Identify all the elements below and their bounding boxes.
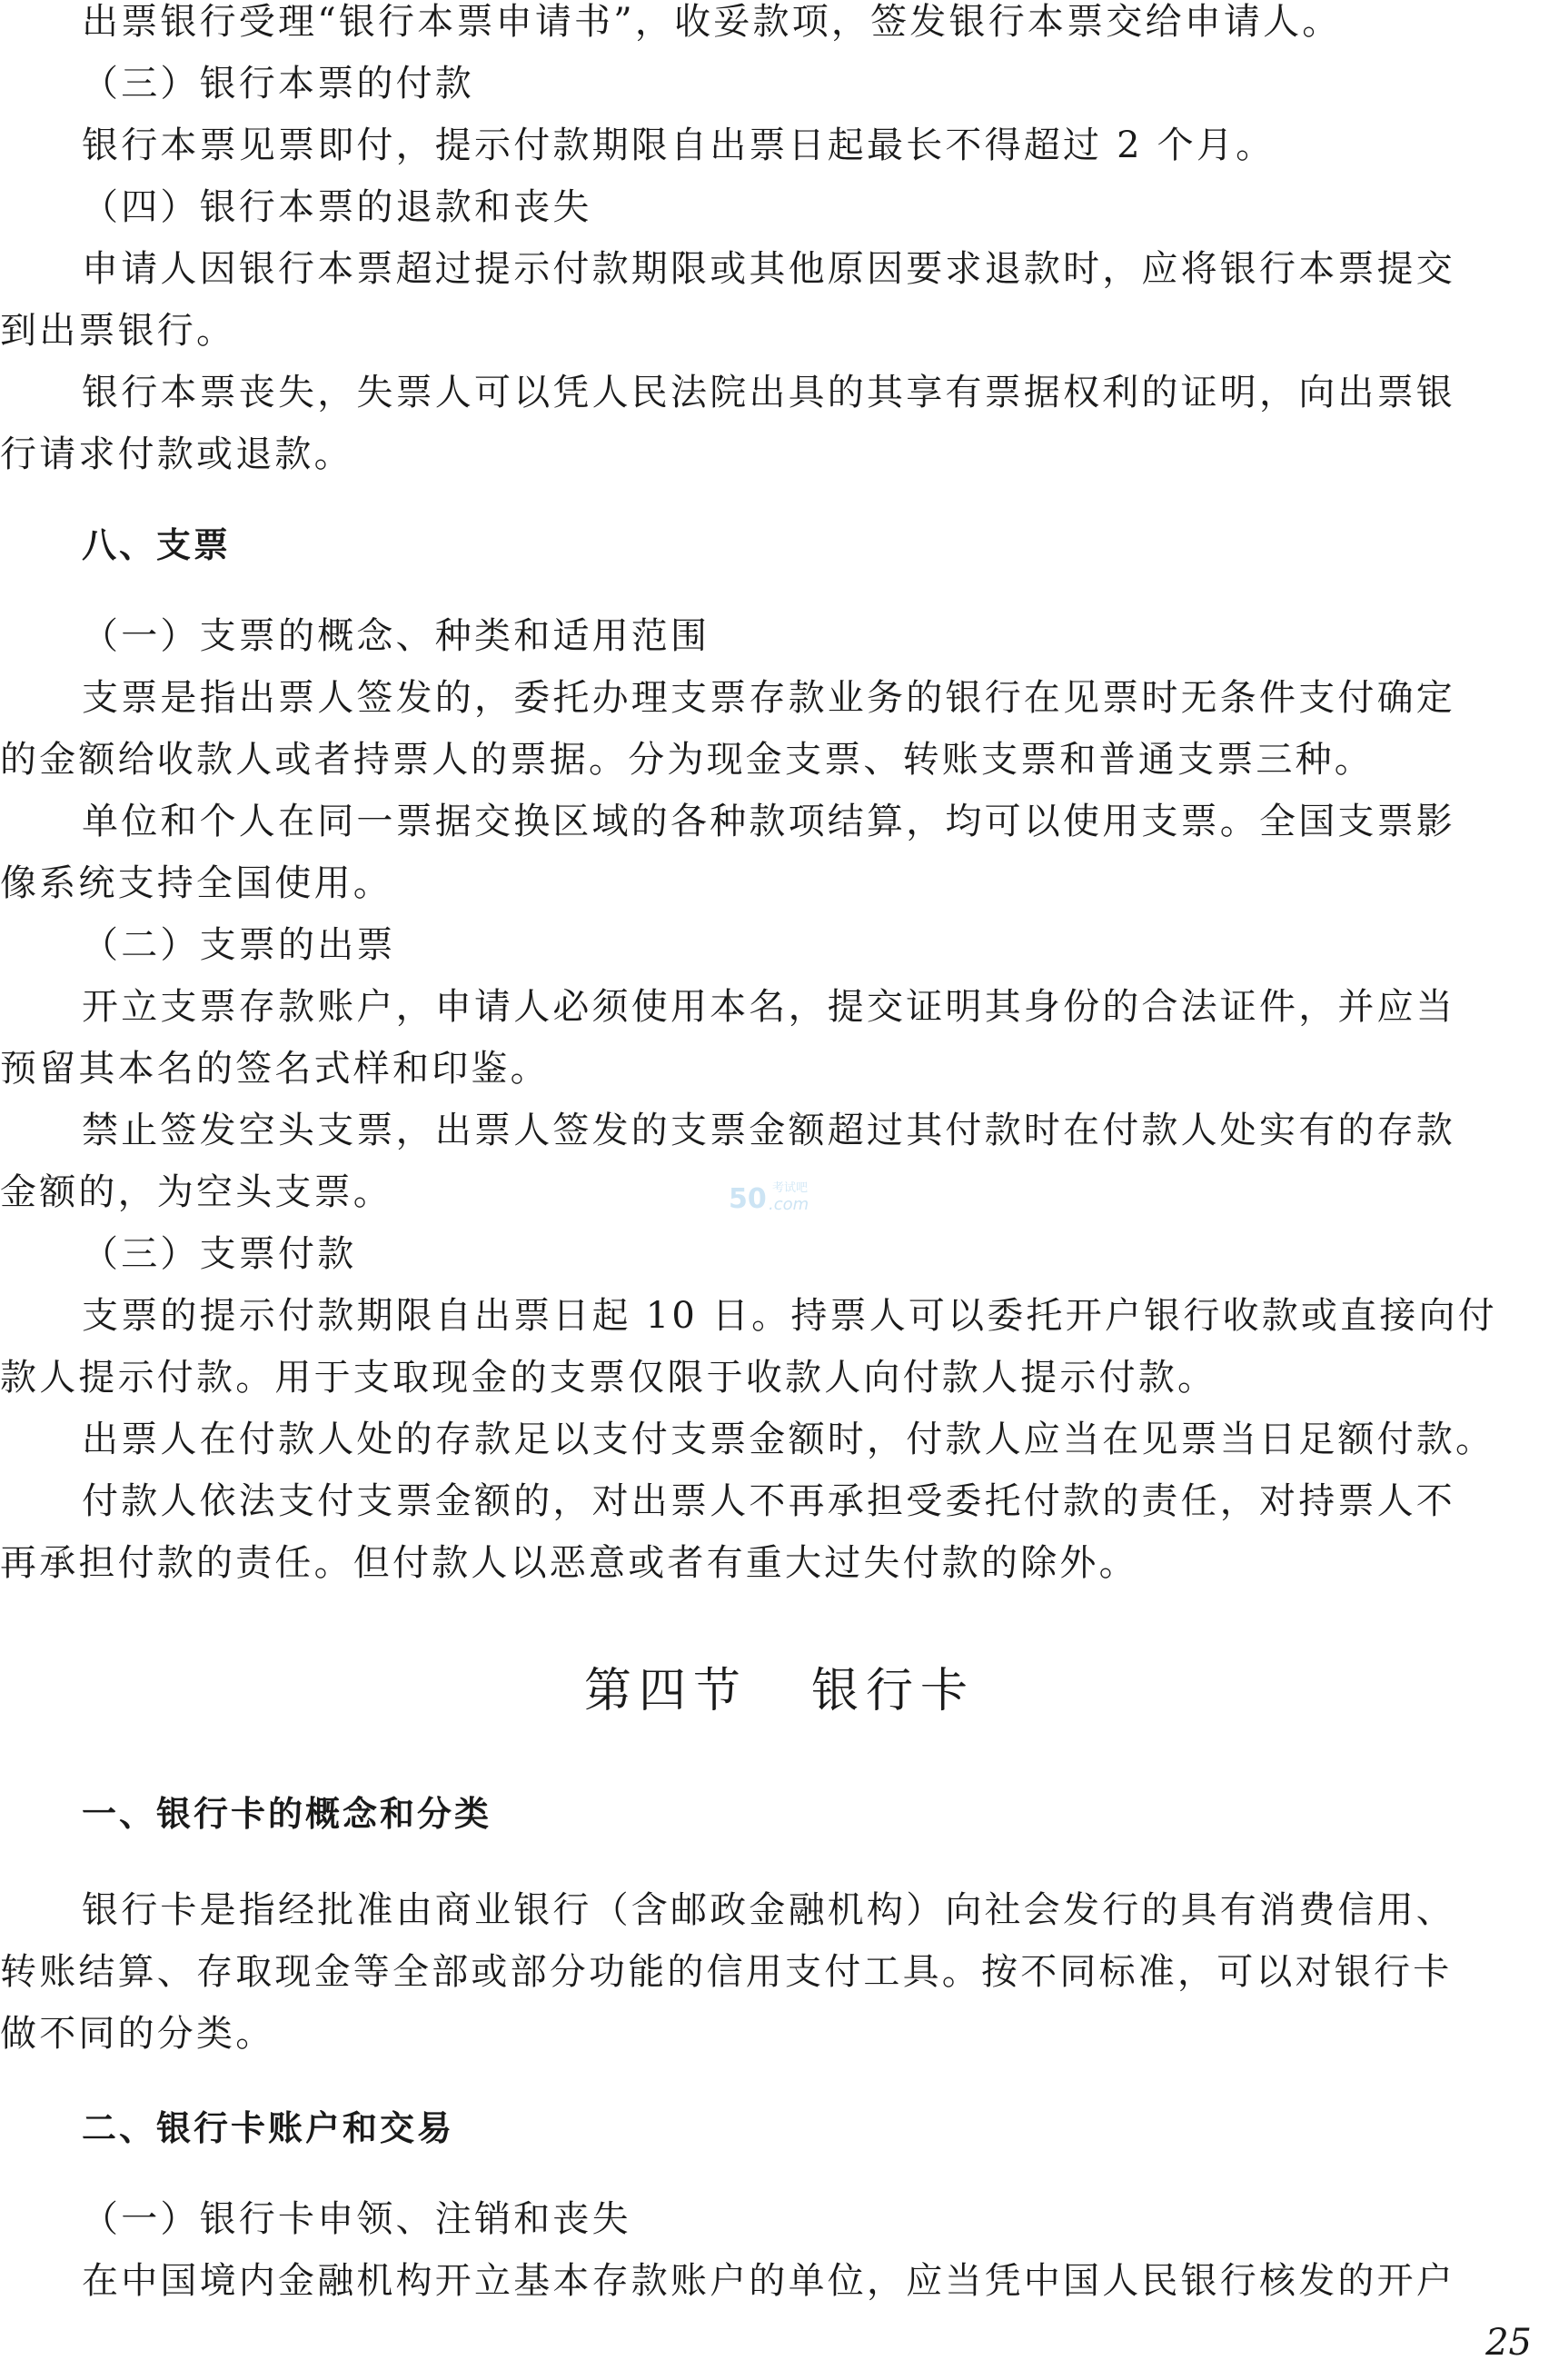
paragraph-line: 出票银行受理“银行本票申请书”，收妥款项，签发银行本票交给申请人。 [82,1,1342,43]
watermark-logo [727,1177,840,1217]
heading-bank-card-concept: 一、银行卡的概念和分类 [82,1794,492,1834]
paragraph-line: 款人提示付款。用于支取现金的支票仅限于收款人向付款人提示付款。 [0,1357,1217,1399]
paragraph-line: 金额的，为空头支票。 [0,1171,392,1213]
watermark-cn: 考试吧 [772,1181,809,1195]
paragraph-line: 到出票银行。 [0,310,236,352]
watermark-number: 50 [729,1183,767,1215]
watermark-com: .com [769,1195,809,1214]
subheading: （三）银行本票的付款 [82,63,474,105]
paragraph-line: 付款人依法支付支票金额的，对出票人不再承担受委托付款的责任，对持票人不 [82,1480,1455,1522]
subheading: （二）支票的出票 [82,924,396,966]
page-number: 25 [1485,2322,1532,2364]
subheading: （四）银行本票的退款和丧失 [82,186,592,228]
subheading: （一）支票的概念、种类和适用范围 [82,615,710,657]
section-title [0,1658,1559,1724]
paragraph-line: 申请人因银行本票超过提示付款期限或其他原因要求退款时，应将银行本票提交 [82,248,1455,290]
paragraph-line: 的金额给收款人或者持票人的票据。分为现金支票、转账支票和普通支票三种。 [0,739,1374,781]
paragraph-line: 开立支票存款账户，申请人必须使用本名，提交证明其身份的合法证件，并应当 [82,986,1455,1028]
paragraph-line: 银行本票见票即付，提示付款期限自出票日起最长不得超过 2 个月。 [82,124,1276,166]
paragraph-line: 支票是指出票人签发的，委托办理支票存款业务的银行在见票时无条件支付确定 [82,677,1455,719]
paragraph-line: 做不同的分类。 [0,2013,275,2055]
subheading: （三）支票付款 [82,1233,357,1275]
paragraph-line: 银行本票丧失，失票人可以凭人民法院出具的其享有票据权利的证明，向出票银 [82,372,1455,413]
paragraph-line: 像系统支持全国使用。 [0,862,392,904]
paragraph-line: 在中国境内金融机构开立基本存款账户的单位，应当凭中国人民银行核发的开户 [82,2260,1455,2302]
section-number: 第四节 [583,1664,748,1718]
paragraph-line: 禁止签发空头支票，出票人签发的支票金额超过其付款时在付款人处实有的存款 [82,1110,1455,1151]
heading-bank-card-accounts: 二、银行卡账户和交易 [82,2108,455,2148]
paragraph-line: 银行卡是指经批准由商业银行（含邮政金融机构）向社会发行的具有消费信用、 [82,1889,1455,1931]
paragraph-line: 预留其本名的签名式样和印鉴。 [0,1048,550,1090]
heading-checks: 八、支票 [82,525,232,565]
paragraph-line: 单位和个人在同一票据交换区域的各种款项结算，均可以使用支票。全国支票影 [82,801,1455,842]
subheading: （一）银行卡申领、注销和丧失 [82,2198,631,2240]
paragraph-line: 行请求付款或退款。 [0,433,353,475]
paragraph-line: 支票的提示付款期限自出票日起 10 日。持票人可以委托开户银行收款或直接向付 [82,1295,1497,1337]
section-name: 银行卡 [811,1664,976,1718]
paragraph-line: 再承担付款的责任。但付款人以恶意或者有重大过失付款的除外。 [0,1542,1138,1584]
paragraph-line: 转账结算、存取现金等全部或部分功能的信用支付工具。按不同标准，可以对银行卡 [0,1951,1453,1993]
paragraph-line: 出票人在付款人处的存款足以支付支票金额时，付款人应当在见票当日足额付款。 [82,1419,1495,1460]
